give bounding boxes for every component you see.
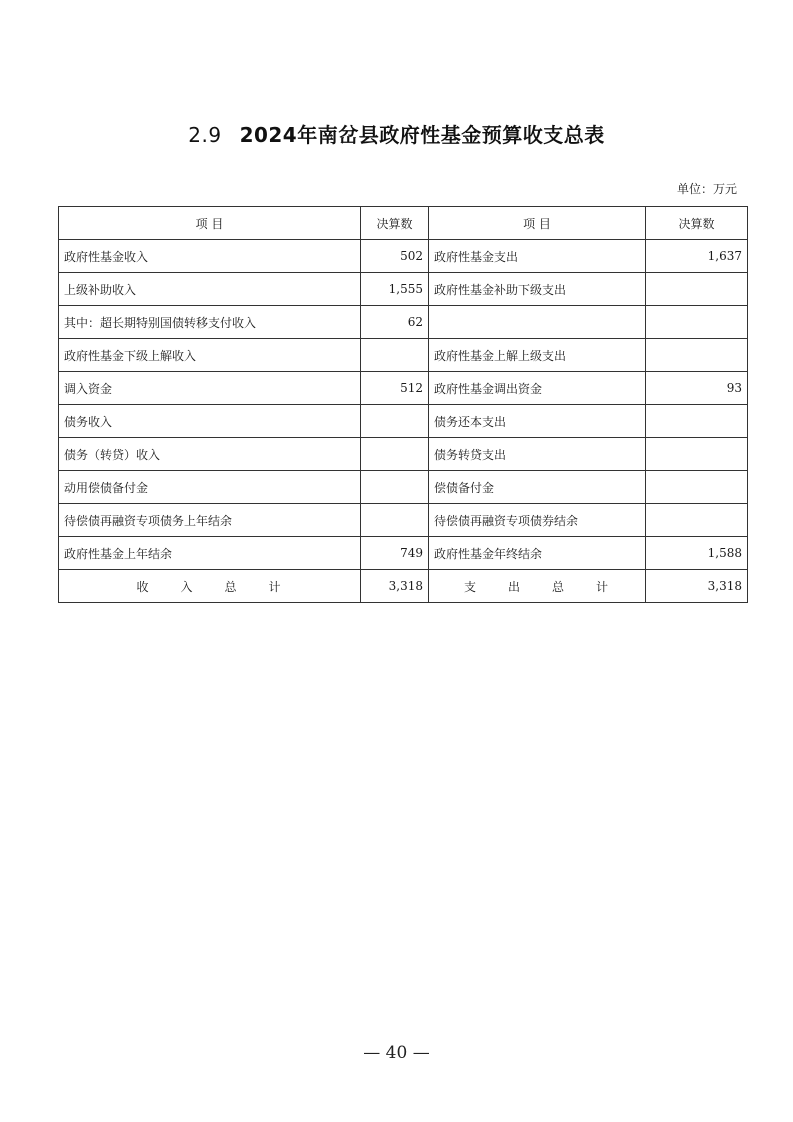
expense-item: 债务还本支出 — [429, 405, 646, 438]
expense-amount: 1,637 — [646, 240, 748, 273]
page-title — [0, 119, 793, 148]
income-amount: 62 — [361, 306, 429, 339]
expense-amount — [646, 471, 748, 504]
expense-amount — [646, 306, 748, 339]
expense-amount: 1,588 — [646, 537, 748, 570]
table-row — [59, 471, 748, 504]
income-total-amount: 3,318 — [361, 570, 429, 603]
income-item: 调入资金 — [59, 372, 361, 405]
income-amount — [361, 339, 429, 372]
income-amount: 749 — [361, 537, 429, 570]
page-number: — 40 — — [363, 1043, 430, 1063]
table-row — [59, 306, 748, 339]
table-total-row — [59, 570, 748, 603]
expense-amount: 93 — [646, 372, 748, 405]
expense-amount — [646, 405, 748, 438]
table-row — [59, 504, 748, 537]
income-amount — [361, 471, 429, 504]
income-item: 政府性基金上年结余 — [59, 537, 361, 570]
table-row — [59, 405, 748, 438]
table-row — [59, 339, 748, 372]
income-amount — [361, 405, 429, 438]
expense-amount — [646, 273, 748, 306]
expense-item: 政府性基金调出资金 — [429, 372, 646, 405]
expense-item: 政府性基金年终结余 — [429, 537, 646, 570]
income-amount: 502 — [361, 240, 429, 273]
table-row — [59, 537, 748, 570]
income-item: 上级补助收入 — [59, 273, 361, 306]
title-text: 2024年南岔县政府性基金预算收支总表 — [239, 123, 605, 147]
expense-item: 政府性基金补助下级支出 — [429, 273, 646, 306]
income-total-label: 收 入 总 计 — [59, 570, 361, 603]
expense-item: 政府性基金支出 — [429, 240, 646, 273]
table-header-row — [59, 207, 748, 240]
expense-total-label: 支 出 总 计 — [429, 570, 646, 603]
table-row — [59, 273, 748, 306]
table-row — [59, 438, 748, 471]
income-item: 政府性基金收入 — [59, 240, 361, 273]
expense-item: 待偿债再融资专项债券结余 — [429, 504, 646, 537]
income-amount — [361, 504, 429, 537]
income-item: 政府性基金下级上解收入 — [59, 339, 361, 372]
income-item: 其中：超长期特别国债转移支付收入 — [59, 306, 361, 339]
expense-item: 债务转贷支出 — [429, 438, 646, 471]
expense-item — [429, 306, 646, 339]
income-item: 待偿债再融资专项债务上年结余 — [59, 504, 361, 537]
table-row — [59, 240, 748, 273]
income-item: 动用偿债备付金 — [59, 471, 361, 504]
income-amount: 512 — [361, 372, 429, 405]
income-amount — [361, 438, 429, 471]
header-expense-amount: 决算数 — [646, 207, 748, 240]
section-number: 2.9 — [188, 123, 222, 147]
income-item: 债务（转贷）收入 — [59, 438, 361, 471]
header-income-item: 项 目 — [59, 207, 361, 240]
expense-item: 政府性基金上解上级支出 — [429, 339, 646, 372]
expense-amount — [646, 339, 748, 372]
expense-amount — [646, 438, 748, 471]
expense-amount — [646, 504, 748, 537]
header-expense-item: 项 目 — [429, 207, 646, 240]
table-row — [59, 372, 748, 405]
income-item: 债务收入 — [59, 405, 361, 438]
expense-total-amount: 3,318 — [646, 570, 748, 603]
expense-item: 偿债备付金 — [429, 471, 646, 504]
budget-table — [58, 206, 748, 603]
unit-label: 单位：万元 — [676, 182, 737, 196]
header-income-amount: 决算数 — [361, 207, 429, 240]
income-amount: 1,555 — [361, 273, 429, 306]
